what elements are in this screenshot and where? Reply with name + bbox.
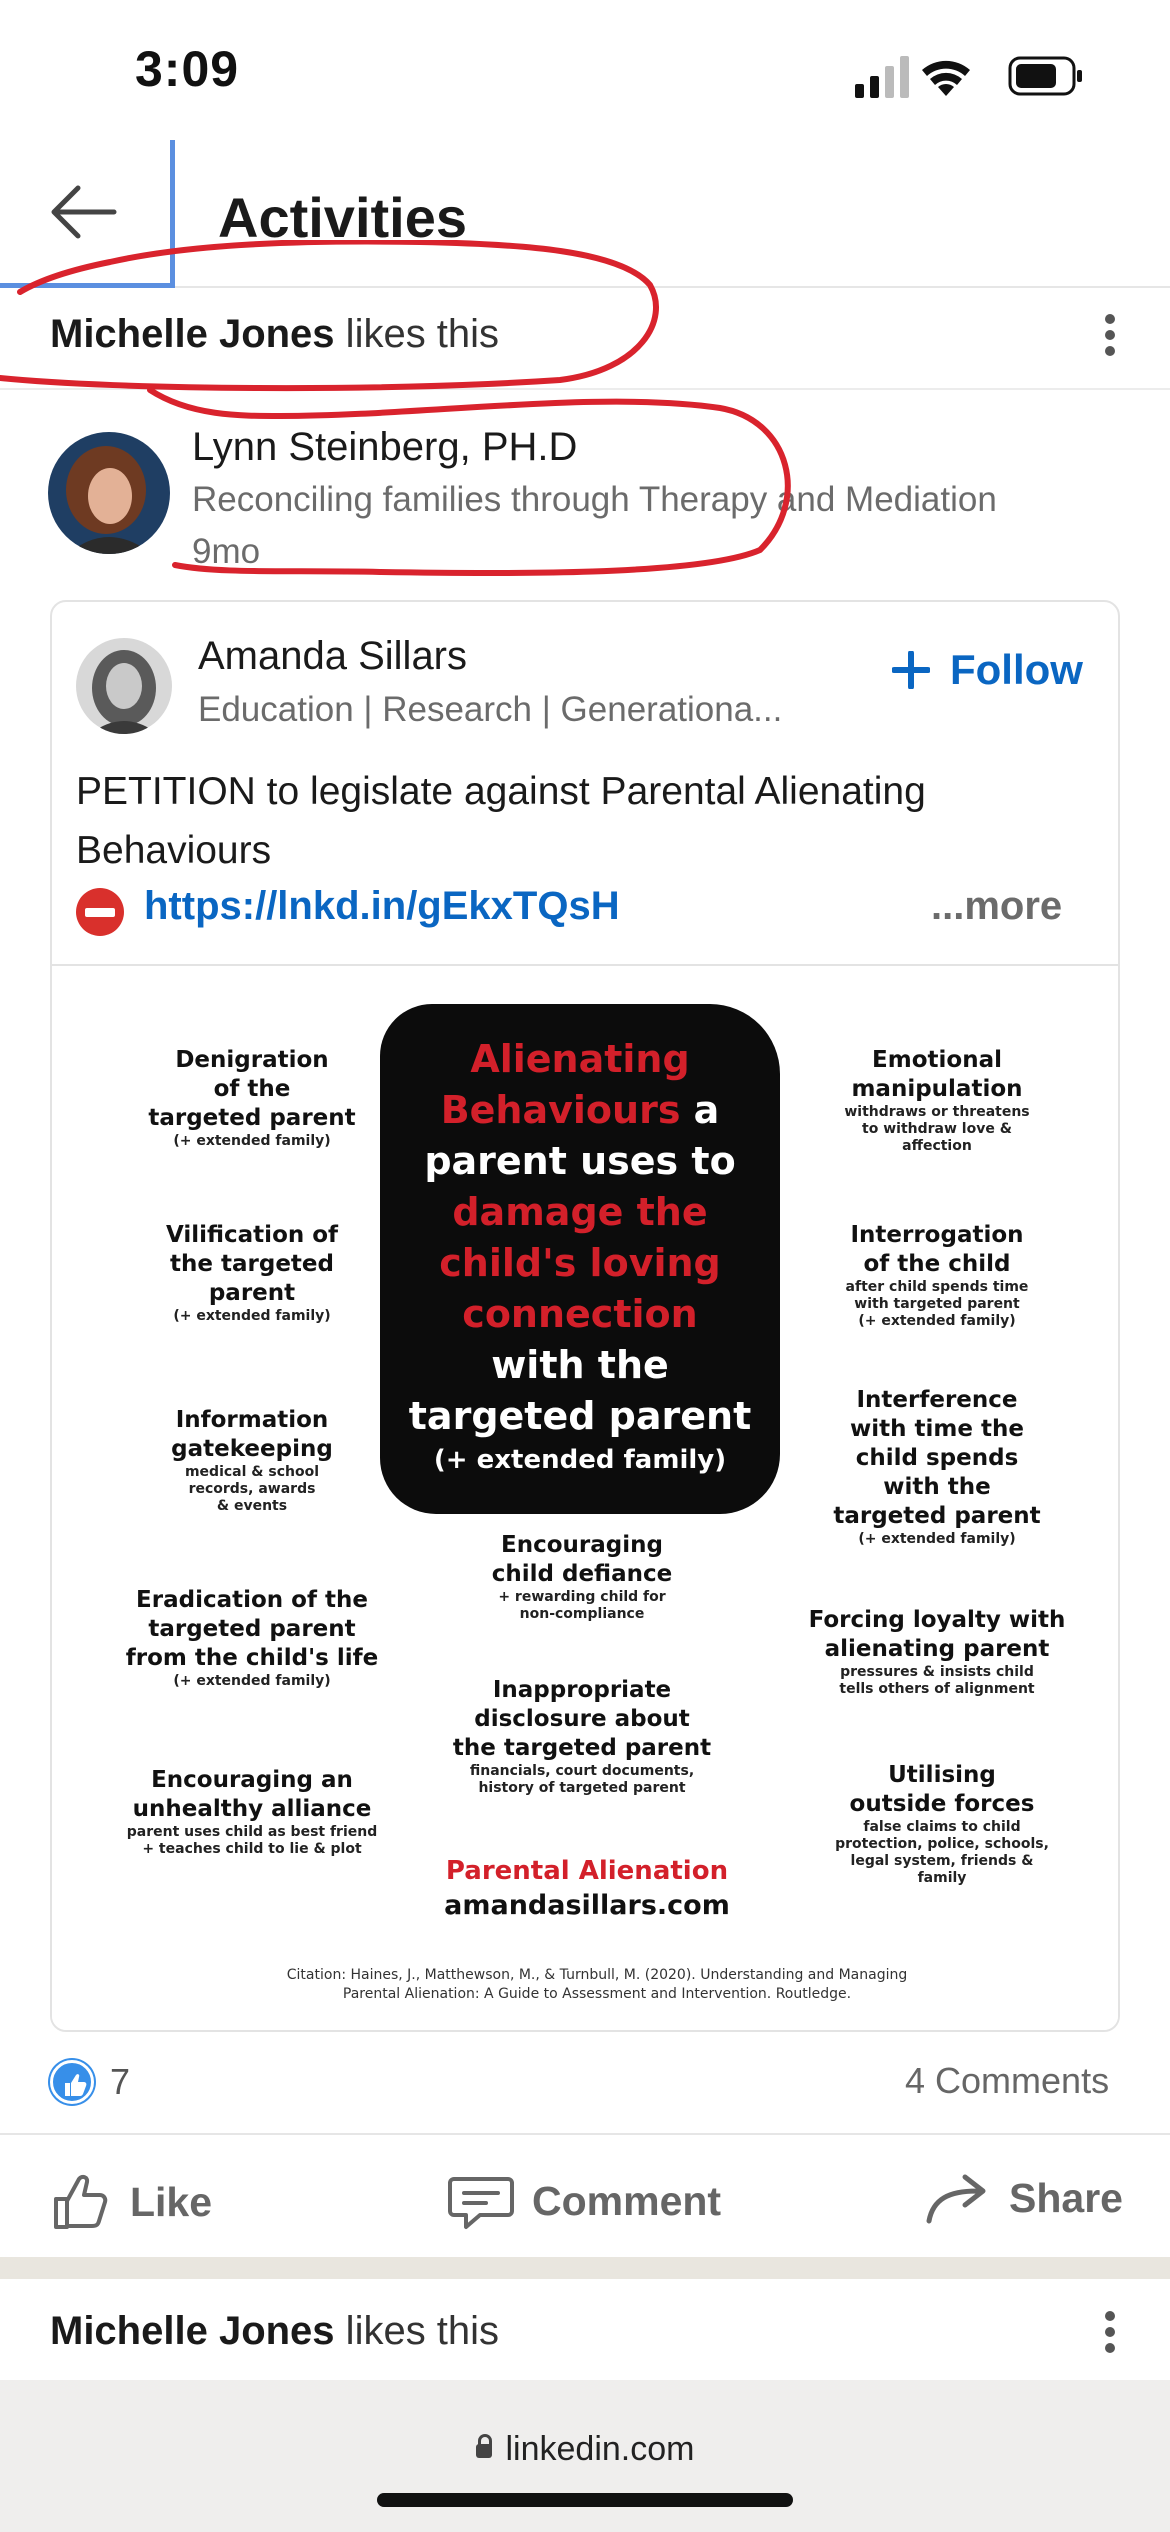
- infographic-item: [92, 1766, 412, 1858]
- item-title: Utilising outside forces: [849, 1762, 1035, 1817]
- activity-action: likes this: [334, 312, 500, 356]
- thumbs-up-icon: [50, 2171, 112, 2233]
- center-line-2b: a: [680, 1088, 720, 1132]
- share-button[interactable]: [925, 2171, 1123, 2225]
- item-sub: (+ extended family): [173, 1133, 331, 1149]
- comment-label: Comment: [532, 2177, 722, 2224]
- infographic-item: [797, 1221, 1077, 1330]
- item-sub: (+ extended family): [858, 1531, 1016, 1547]
- activity-text-2: [50, 2309, 499, 2354]
- post-image-infographic[interactable]: [52, 964, 1120, 2032]
- browser-url-bar[interactable]: [0, 2380, 1170, 2532]
- feed-divider: [0, 2257, 1170, 2279]
- center-line-4: damage the: [452, 1190, 708, 1234]
- post-time: 9mo: [192, 532, 261, 571]
- infographic-item: [797, 1386, 1077, 1548]
- see-more-link[interactable]: ...more: [931, 884, 1063, 928]
- activity-header-2: [0, 2279, 1170, 2379]
- page-title: Activities: [218, 186, 467, 249]
- url-text: linkedin.com: [505, 2430, 695, 2468]
- infographic-item: [797, 1046, 1077, 1155]
- action-bar: [0, 2133, 1170, 2257]
- share-arrow-icon: [925, 2171, 991, 2225]
- infographic-item: [787, 1606, 1087, 1698]
- infographic-citation: Citation: Haines, J., Matthewson, M., & Turnbull, M. (2020). Understanding and Managing Parental Alienation: A Guide to Assessment and Intervention. Routledge.: [286, 1967, 908, 2002]
- infographic-brand-url: amandasillars.com: [444, 1890, 730, 1921]
- infographic-item: [112, 1406, 392, 1515]
- author-headline: Reconciling families through Therapy and Mediation: [192, 480, 997, 519]
- signal-icon: [855, 56, 909, 98]
- battery-icon: [1010, 58, 1082, 94]
- back-arrow-icon: [48, 182, 118, 242]
- center-line-2: [380, 1085, 780, 1136]
- reactions-summary[interactable]: [50, 2060, 130, 2104]
- item-title: Information gatekeeping: [171, 1407, 333, 1462]
- activity-action-2: likes this: [334, 2309, 500, 2353]
- center-line-8: targeted parent: [408, 1394, 752, 1438]
- item-sub: medical & school records, awards & events: [184, 1464, 320, 1514]
- post-link-row: [76, 880, 1096, 940]
- shared-post-card[interactable]: [50, 600, 1120, 2032]
- item-title: Inappropriate disclosure about the targeted parent: [452, 1677, 712, 1761]
- activity-actor-2[interactable]: Michelle Jones: [50, 2309, 335, 2353]
- share-label: Share: [1009, 2174, 1123, 2221]
- item-title: Vilification of the targeted parent: [165, 1222, 339, 1306]
- item-sub: pressures & insists child tells others of alignment: [839, 1664, 1035, 1697]
- center-line-2a: Behaviours: [440, 1088, 681, 1132]
- item-sub: parent uses child as best friend + teaches child to lie & plot: [126, 1824, 378, 1857]
- center-line-3: parent uses to: [424, 1139, 736, 1183]
- no-entry-icon: [76, 888, 124, 936]
- infographic-brand-title: Parental Alienation: [445, 1856, 729, 1886]
- like-label: Like: [130, 2178, 213, 2225]
- comments-count[interactable]: 4 Comments: [905, 2060, 1110, 2101]
- status-icons: [850, 52, 1090, 102]
- infographic-item: [112, 1221, 392, 1325]
- item-title: Encouraging an unhealthy alliance: [132, 1767, 372, 1822]
- infographic-item: [422, 1676, 742, 1797]
- sharer-avatar[interactable]: [76, 638, 172, 734]
- infographic-item: [422, 1531, 742, 1623]
- item-title: Emotional manipulation: [851, 1047, 1023, 1102]
- item-title: Eradication of the targeted parent from the child's life: [125, 1587, 379, 1671]
- item-sub: + rewarding child for non-compliance: [498, 1589, 666, 1622]
- home-indicator[interactable]: [377, 2493, 793, 2507]
- infographic-item: [112, 1046, 392, 1150]
- item-sub: (+ extended family): [173, 1308, 331, 1324]
- wifi-icon: [922, 61, 970, 96]
- item-sub: financials, court documents, history of targeted parent: [469, 1763, 695, 1796]
- post-text: PETITION to legislate against Parental Alienating Behaviours: [76, 770, 926, 872]
- red-annotation-scribbles: [0, 240, 1170, 600]
- item-title: Denigration of the targeted parent: [148, 1047, 356, 1131]
- item-sub: after child spends time with targeted parent (+ extended family): [845, 1279, 1029, 1329]
- follow-label: Follow: [950, 646, 1083, 693]
- infographic-item: [797, 1761, 1087, 1887]
- item-title: Interrogation of the child: [850, 1222, 1024, 1277]
- comment-button[interactable]: [448, 2171, 721, 2231]
- infographic-center-block: [380, 1004, 780, 1514]
- center-line-5: child's loving: [439, 1241, 721, 1285]
- author-name[interactable]: Lynn Steinberg, PH.D: [192, 425, 578, 469]
- item-sub: false claims to child protection, police, schools, legal system, friends & family: [835, 1819, 1049, 1886]
- item-title: Interference with time the child spends with the targeted parent: [833, 1387, 1041, 1529]
- like-button[interactable]: [50, 2171, 212, 2233]
- center-line-1: Alienating: [470, 1037, 690, 1081]
- infographic-item: [102, 1586, 402, 1690]
- more-options-icon-2[interactable]: [1095, 2305, 1125, 2365]
- sharer-headline: Education | Research | Generationa...: [198, 690, 783, 729]
- reaction-count: 7: [110, 2061, 131, 2102]
- center-line-9: (+ extended family): [433, 1445, 727, 1475]
- like-reaction-icon: [50, 2060, 94, 2104]
- url-display[interactable]: [0, 2430, 1170, 2469]
- lock-icon: [476, 2444, 492, 2458]
- center-line-7: with the: [491, 1343, 669, 1387]
- item-sub: (+ extended family): [173, 1673, 331, 1689]
- follow-button[interactable]: [892, 646, 1083, 694]
- sharer-name[interactable]: Amanda Sillars: [198, 634, 468, 678]
- status-time: 3:09: [135, 41, 240, 97]
- comment-icon: [448, 2171, 514, 2231]
- center-line-6: connection: [462, 1292, 698, 1336]
- activity-actor[interactable]: Michelle Jones: [50, 312, 335, 356]
- post-link[interactable]: https://lnkd.in/gEkxTQsH: [144, 884, 620, 928]
- plus-icon: [892, 651, 930, 689]
- item-sub: withdraws or threatens to withdraw love & affection: [844, 1104, 1030, 1154]
- item-title: Encouraging child defiance: [491, 1532, 673, 1587]
- item-title: Forcing loyalty with alienating parent: [808, 1607, 1066, 1662]
